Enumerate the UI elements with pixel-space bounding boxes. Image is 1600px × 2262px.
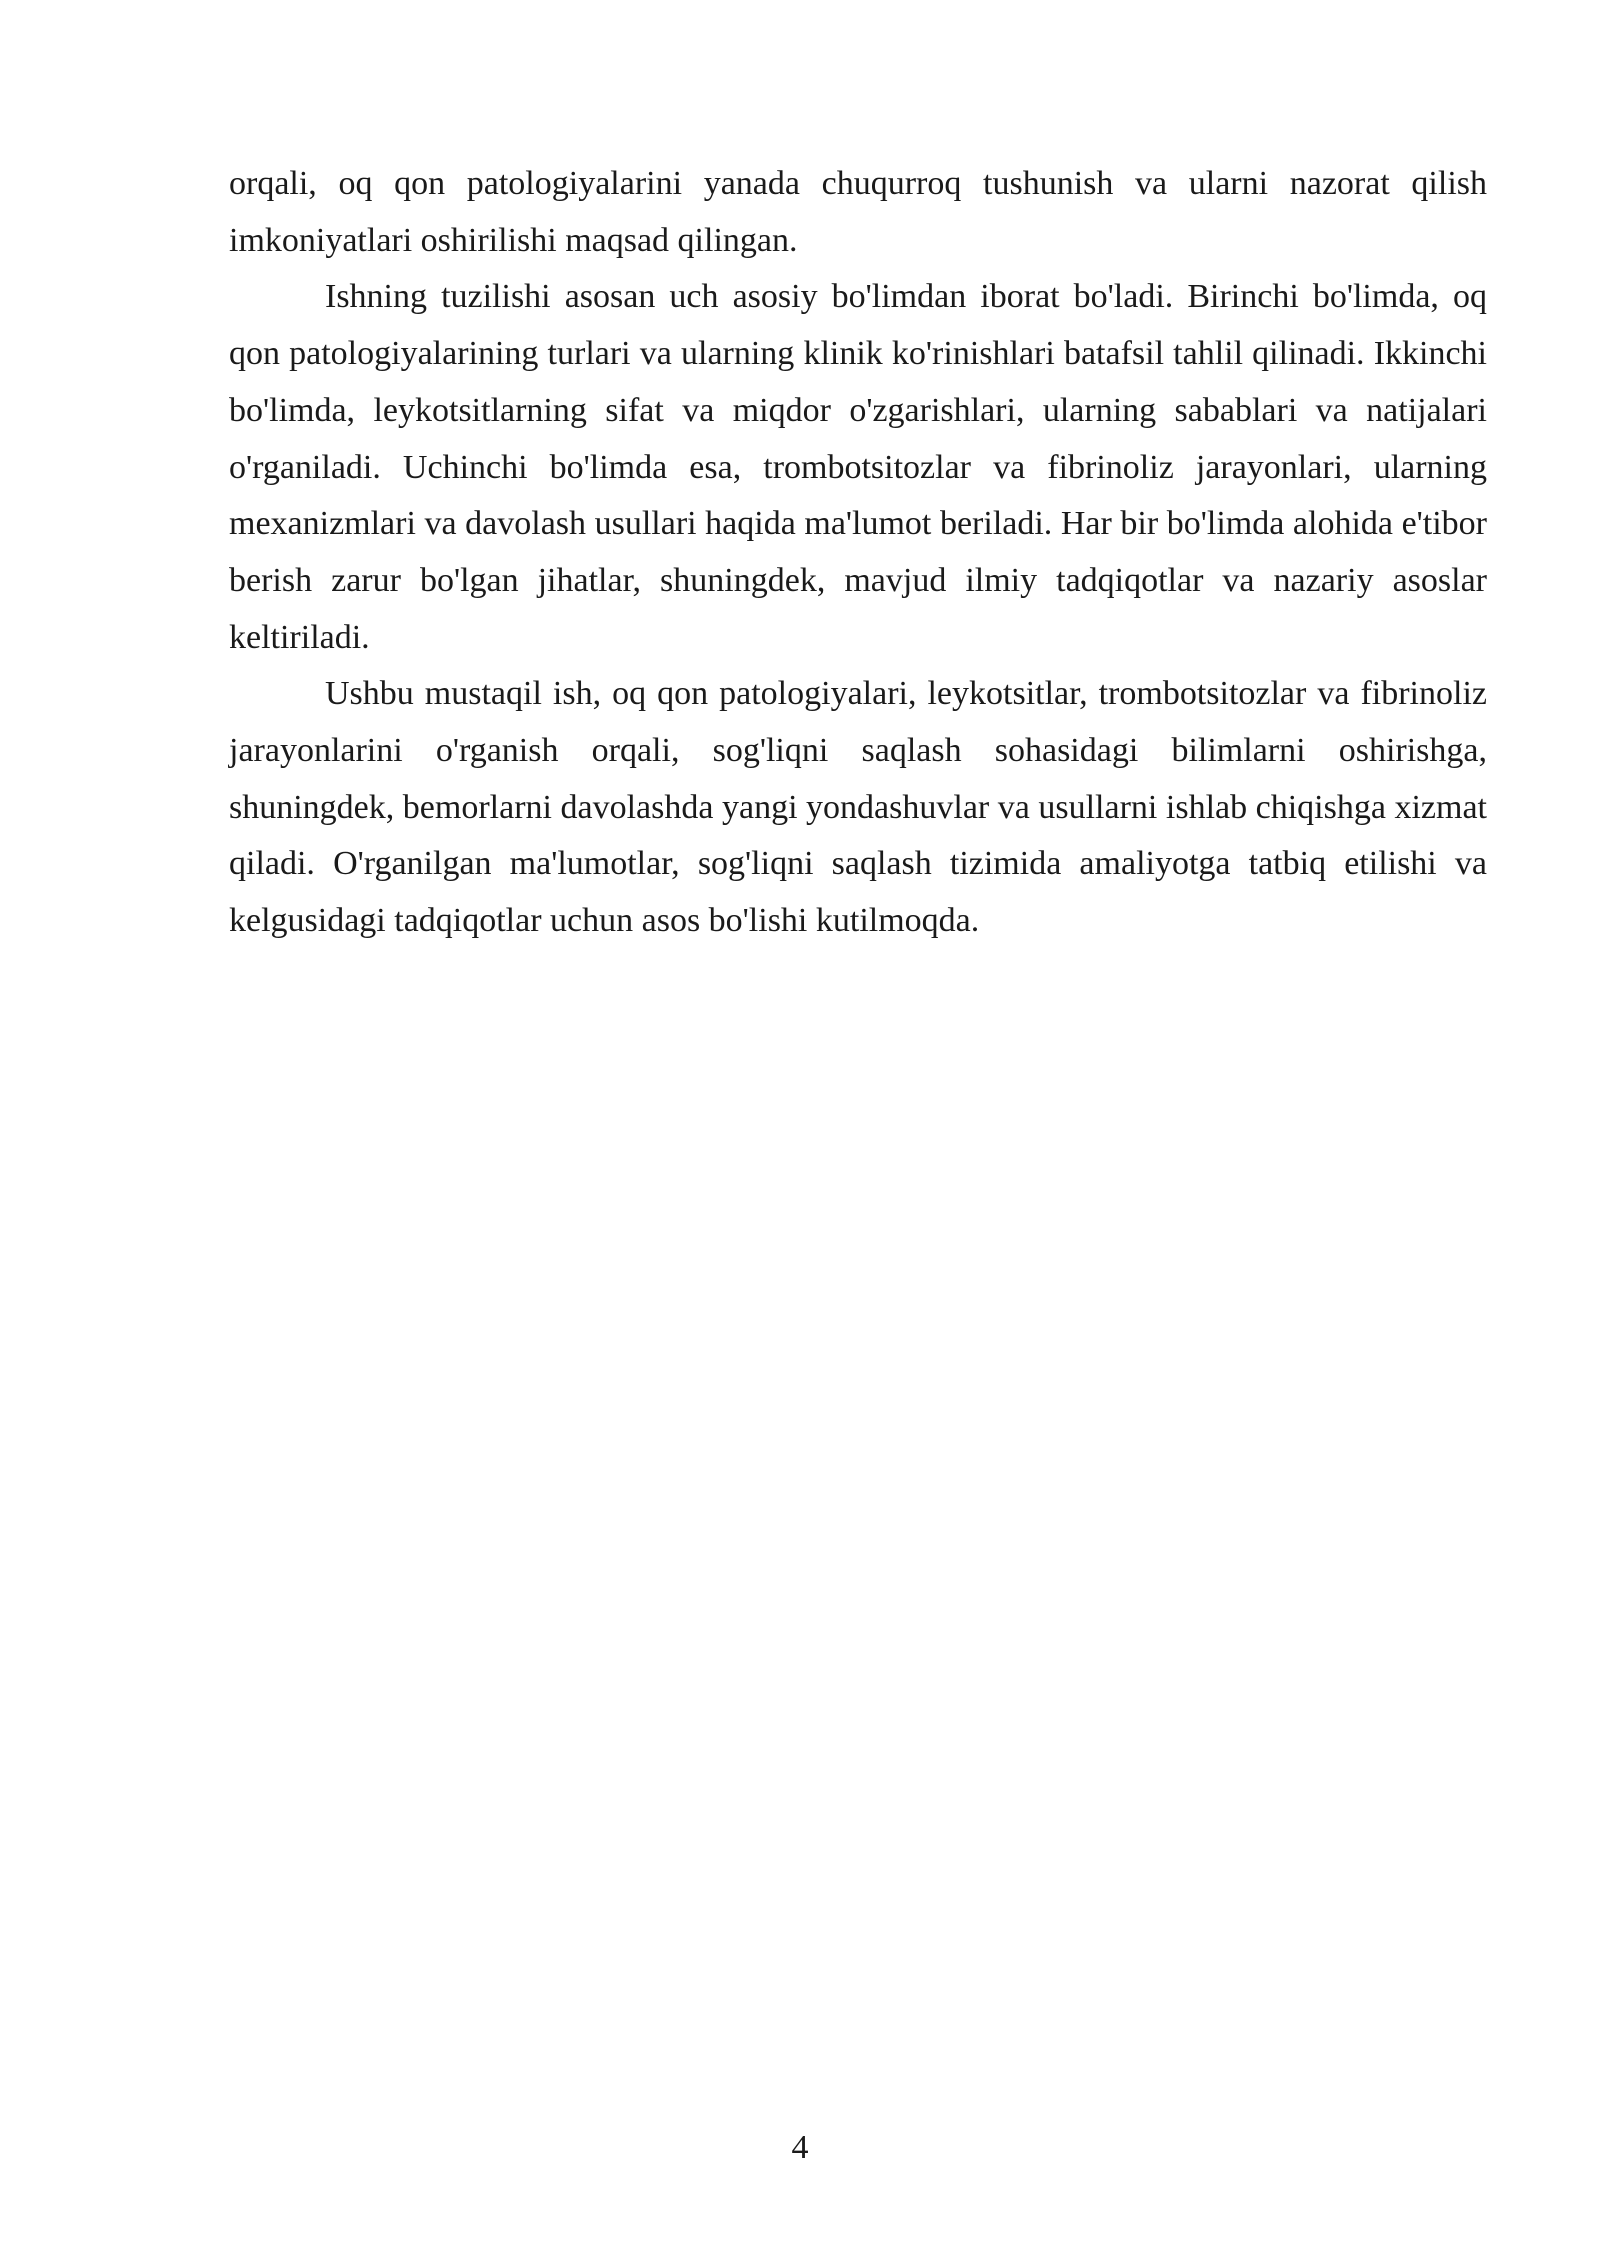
paragraph-work-structure: Ishning tuzilishi asosan uch asosiy bo'limdan iborat bo'ladi. Birinchi bo'limda, oq qon patologiyalarining turlari va ularning klinik ko'rinishlari batafsil tahlil qilinadi. Ikkinchi bo'limda, leykotsitlarning sifat va miqdor o'zgarishlari, ularning sabablari va natijalari o'rganiladi. Uchinchi bo'limda esa, trombotsitozlar va fibrinoliz jarayonlari, ularning mexanizmlari va davolash usullari haqida ma'lumot beriladi. Har bir bo'limda alohida e'tibor berish zarur bo'lgan jihatlar, shuningdek, mavjud ilmiy tadqiqotlar va nazariy asoslar keltiriladi. [229,278,1487,656]
page-number: 4 [791,2129,809,2166]
paragraph-continuation: orqali, oq qon patologiyalarini yanada chuqurroq tushunish va ularni nazorat qilish imkoniyatlari oshirilishi maqsad qilingan. [229,165,1487,259]
paragraph-work-purpose: Ushbu mustaqil ish, oq qon patologiyalari, leykotsitlar, trombotsitozlar va fibrinoliz jarayonlarini o'rganish orqali, sog'liqni saqlash sohasidagi bilimlarni oshirishga, shuningdek, bemorlarni davolashda yangi yondashuvlar va usullarni ishlab chiqishga xizmat qiladi. O'rganilgan ma'lumotlar, sog'liqni saqlash tizimida amaliyotga tatbiq etilishi va kelgusidagi tadqiqotlar uchun asos bo'lishi kutilmoqda. [229,675,1487,940]
document-body [229,156,1487,950]
